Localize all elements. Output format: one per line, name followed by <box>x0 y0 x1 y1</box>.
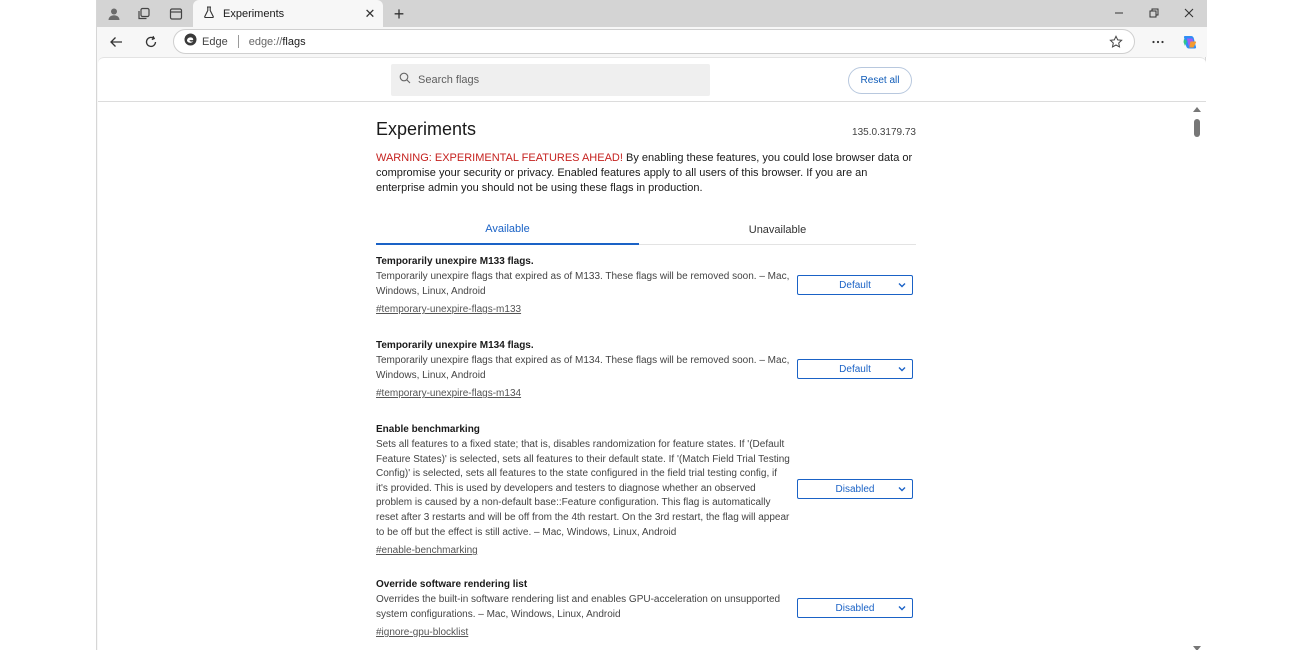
flag-description: Sets all features to a fixed state; that is, disables randomization for feature states. If '(Default Feature States)' is selected, sets all features to their default state. If '(Match Field Trial Testing Config)' is selected, sets all features to the state configured in the field trial testing config, if it's provided. This is used by developers and testers to diagnose whether an observed problem is caused by a non-default base::Feature configuration. This flag is automatically reset after 3 restarts and will be off from the 4th restart. On the 3rd restart, the flag will appear to be off but the effect is still active. – Mac, Windows, Linux, Android <box>376 439 790 538</box>
flag-select[interactable] <box>797 359 913 379</box>
reset-all-button[interactable]: Reset all <box>848 67 912 94</box>
workspaces-icon[interactable] <box>135 5 153 23</box>
flags-header <box>98 58 1206 102</box>
page-content <box>98 57 1206 650</box>
warning-heading: WARNING: EXPERIMENTAL FEATURES AHEAD! <box>376 152 623 164</box>
chevron-down-icon <box>897 603 907 613</box>
tab-available[interactable]: Available <box>376 215 639 245</box>
omnibox-label: Edge <box>202 35 228 48</box>
search-placeholder: Search flags <box>418 74 480 86</box>
flag-name: Temporarily unexpire M134 flags. <box>376 340 534 351</box>
url-path: flags <box>282 35 306 48</box>
scroll-down-arrow-icon[interactable] <box>1193 646 1201 650</box>
flag-link[interactable]: #temporary-unexpire-flags-m133 <box>376 304 522 316</box>
omnibox-divider <box>238 35 239 48</box>
scroll-thumb[interactable] <box>1194 119 1200 137</box>
favorite-star-icon[interactable] <box>1108 34 1124 50</box>
search-input[interactable] <box>391 64 710 96</box>
tab-experiments[interactable] <box>193 0 383 27</box>
toolbar <box>97 27 1207 57</box>
vertical-tabs-icon[interactable] <box>167 5 185 23</box>
warning-text <box>376 151 916 196</box>
back-icon[interactable] <box>105 32 127 52</box>
flag-name: Override software rendering list <box>376 579 528 590</box>
scroll-up-arrow-icon[interactable] <box>1193 107 1201 112</box>
flag-link[interactable]: #temporary-unexpire-flags-m134 <box>376 388 522 400</box>
tab-unavailable[interactable]: Unavailable <box>748 224 807 236</box>
minimize-icon[interactable] <box>1107 4 1131 22</box>
page-title: Experiments <box>376 119 477 139</box>
search-icon <box>399 71 411 89</box>
flag-select-value: Disabled <box>835 483 875 495</box>
flag-link[interactable]: #ignore-gpu-blocklist <box>376 627 469 639</box>
version-label: 135.0.3179.73 <box>852 127 916 138</box>
flag-description: Overrides the built-in software rendering list and enables GPU-acceleration on unsupported system configurations. – Mac, Windows, Linux, Android <box>376 594 781 620</box>
flag-item <box>376 423 916 558</box>
flag-select-value: Disabled <box>835 602 875 614</box>
flag-description: Temporarily unexpire flags that expired as of M133. These flags will be removed soon. – Mac, Windows, Linux, Android <box>376 271 790 297</box>
tab-title: Experiments <box>223 7 285 20</box>
url-text[interactable] <box>249 36 306 48</box>
flag-select[interactable] <box>797 479 913 499</box>
flag-item <box>376 578 916 640</box>
flask-icon <box>203 5 215 23</box>
url-scheme: edge:// <box>248 35 283 48</box>
copilot-icon[interactable] <box>1179 32 1201 52</box>
scrollbar[interactable] <box>1192 104 1202 650</box>
new-tab-icon[interactable]: + <box>393 3 405 24</box>
flag-description: Temporarily unexpire flags that expired as of M134. These flags will be removed soon. – Mac, Windows, Linux, Android <box>376 355 790 381</box>
flag-name: Enable benchmarking <box>376 424 480 435</box>
flag-link[interactable]: #enable-benchmarking <box>376 545 478 557</box>
flag-select-value: Default <box>839 279 871 291</box>
address-bar[interactable] <box>173 29 1135 54</box>
warning-body: By enabling these features, you could lose browser data or compromise your security or privacy. Enabled features apply to all users of this browser. If you are an enterprise admin you should not be using these flags in production. <box>376 152 913 194</box>
chevron-down-icon <box>897 280 907 290</box>
flag-name: Temporarily unexpire M133 flags. <box>376 256 534 267</box>
flag-item <box>376 339 916 401</box>
edge-logo-icon <box>184 33 197 51</box>
flag-item <box>376 255 916 317</box>
browser-window <box>96 0 1206 650</box>
chevron-down-icon <box>897 364 907 374</box>
close-tab-icon[interactable]: ✕ <box>364 5 376 21</box>
close-window-icon[interactable] <box>1177 4 1201 22</box>
more-options-icon[interactable] <box>1147 32 1169 52</box>
restore-icon[interactable] <box>1142 4 1166 22</box>
profile-icon[interactable] <box>105 5 123 23</box>
refresh-icon[interactable] <box>140 32 162 52</box>
flag-select-value: Default <box>839 363 871 375</box>
flag-select[interactable] <box>797 275 913 295</box>
tab-strip <box>97 0 1207 27</box>
chevron-down-icon <box>897 484 907 494</box>
tab-bar <box>376 215 916 245</box>
flag-select[interactable] <box>797 598 913 618</box>
